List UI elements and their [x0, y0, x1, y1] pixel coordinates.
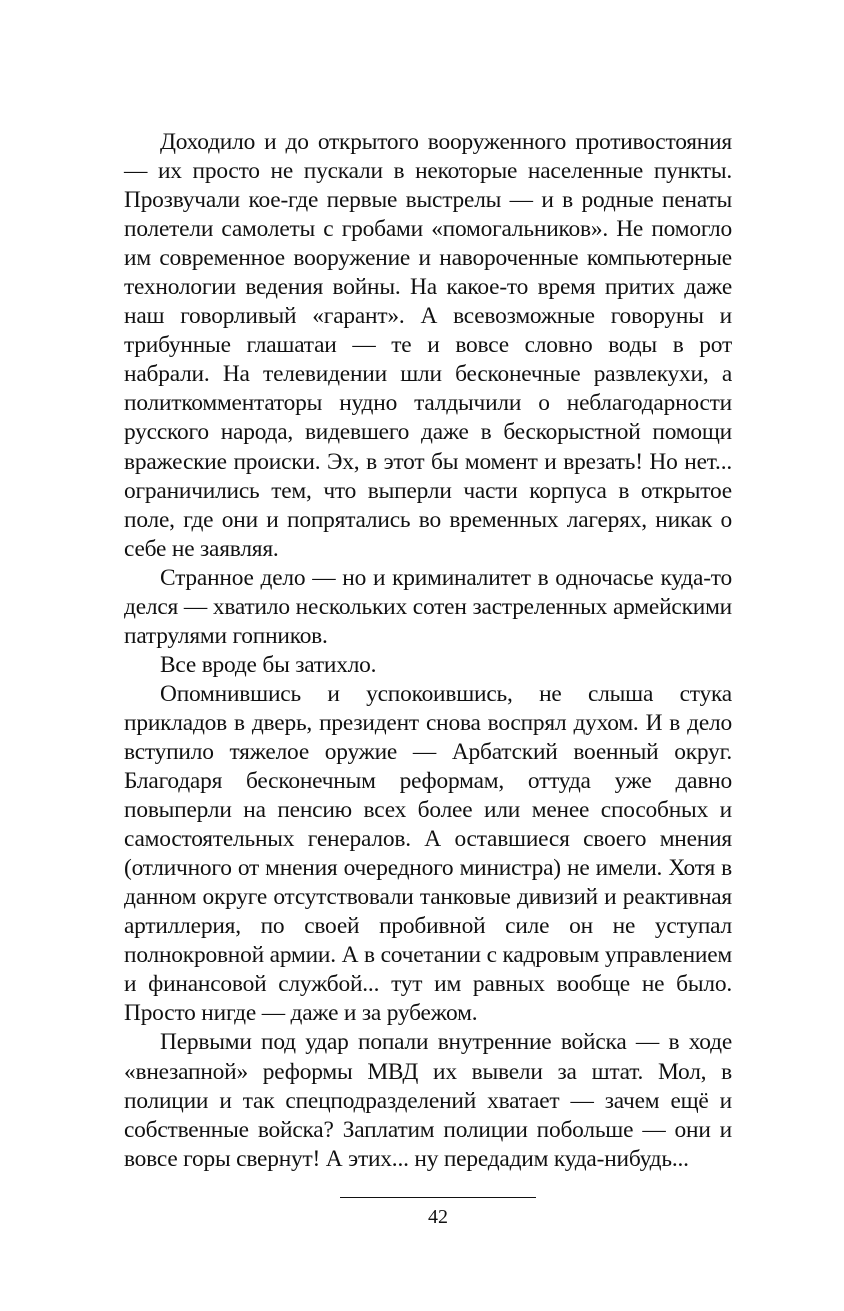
paragraph-5: Первыми под удар попали внутренние войска — в ходе «внезапной» реформы МВД их вывели за штат. Мол, в полиции и так спецподразделений хватает — зачем ещё и собственные войска? Заплатим полиции побольше — они и вовсе горы свернут! А этих... ну передадим куда-нибудь... — [124, 1029, 732, 1172]
paragraph-4: Опомнившись и успокоившись, не слыша стука прикладов в дверь, президент снова воспрял духом. И в дело вступило тяжелое оружие — Арбатский военный округ. Благодаря бесконечным реформам, оттуда уже давно повыперли на пенсию всех более или менее способных и самостоятельных генералов. А оставшиеся своего мнения (отличного от мнения очередного министра) не имели. Хотя в данном округе отсутствовали танковые дивизий и реактивная артиллерия, по своей пробивной силе он не уступал полнокровной армии. А в сочетании с кадровым управлением и финансовой службой... тут им равных вообще не было. Просто нигде — даже и за рубежом. — [124, 680, 732, 1027]
page-number: 42 — [428, 1206, 448, 1228]
paragraph-1: Доходило и до открытого вооруженного противостояния — их просто не пускали в некоторые населенные пункты. Прозвучали кое-где первые выстрелы — и в родные пенаты полетели самолеты с гробами «помогальников». Не помогло им современное вооружение и навороченные компьютерные технологии ведения войны. На какое-то время притих даже наш говорливый «гарант». А всевозможные говоруны и трибунные глашатаи — те и вовсе словно воды в рот набрали. На телевидении шли бесконечные развлекухи, а политкомментаторы нудно талдычили о неблагодарности русского народа, видевшего даже в бескорыстной помощи вражеские происки. Эх, в этот бы момент и врезать! Но нет... ограничились тем, что выперли части корпуса в открытое поле, где они и попрятались во временных лагерях, никак о себе не заявляя. — [124, 129, 732, 562]
paragraph-2: Странное дело — но и криминалитет в одночасье куда-то делся — хватило нескольких сотен застреленных армейскими патрулями гопников. — [124, 564, 732, 649]
body-text — [124, 128, 732, 1174]
paragraph-3: Все вроде бы затихло. — [160, 651, 377, 678]
footer-divider — [340, 1197, 536, 1198]
